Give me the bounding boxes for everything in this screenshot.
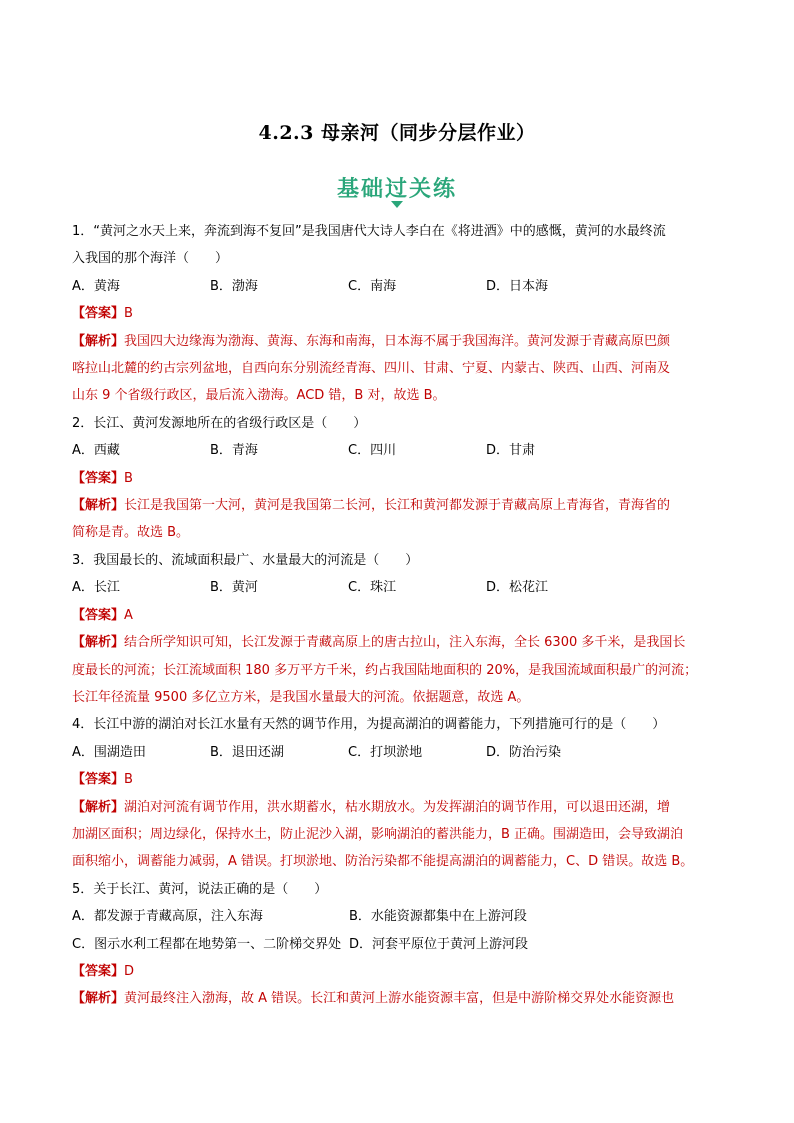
option: C．南海	[348, 278, 397, 294]
analysis-tag: 【解析】	[72, 498, 125, 514]
analysis-line	[72, 794, 724, 821]
analysis-line	[72, 492, 724, 519]
analysis-line	[72, 328, 724, 355]
analysis-line	[72, 657, 724, 684]
analysis-text: 简称是青。故选 B。	[72, 525, 190, 541]
option: C．图示水利工程都在地势第一、二阶梯交界处	[72, 936, 342, 952]
answer-value: B	[124, 470, 133, 486]
question-stem: 入我国的那个海洋（ ）	[72, 251, 229, 267]
answer-line	[72, 766, 724, 793]
question-stem: 5．关于长江、黄河，说法正确的是（ ）	[72, 881, 328, 897]
option: A．都发源于青藏高原，注入东海	[72, 909, 263, 925]
analysis-line	[72, 985, 724, 1012]
answer-tag: 【答案】	[72, 306, 125, 322]
answer-value: B	[124, 306, 133, 322]
option: B．青海	[210, 443, 258, 459]
answer-tag: 【答案】	[72, 963, 125, 979]
options-row	[72, 931, 724, 958]
analysis-text: 长江年径流量 9500 多亿立方米，是我国水量最大的河流。依据题意，故选 A。	[72, 689, 530, 705]
option: A．黄海	[72, 278, 120, 294]
answer-tag: 【答案】	[72, 470, 125, 486]
option: D．防治污染	[486, 744, 562, 760]
analysis-text: 黄河最终注入渤海，故 A 错误。长江和黄河上游水能资源丰富，但是中游阶梯交界处水能资源也	[124, 991, 675, 1007]
question-block	[72, 711, 724, 875]
analysis-text: 山东 9 个省级行政区，最后流入渤海。ACD 错，B 对，故选 B。	[72, 388, 446, 404]
question-block	[72, 547, 724, 711]
answer-tag: 【答案】	[72, 607, 125, 623]
question-stem: 3．我国最长的、流域面积最广、水量最大的河流是（ ）	[72, 552, 419, 568]
section-heading: 基础过关练	[336, 177, 457, 202]
option: B．退田还湖	[210, 744, 284, 760]
analysis-text: 长江是我国第一大河，黄河是我国第二长河，长江和黄河都发源于青藏高原上青海省，青海省的	[124, 498, 671, 514]
answer-value: D	[124, 963, 135, 979]
option: A．长江	[72, 580, 120, 596]
options-row	[72, 437, 724, 464]
analysis-text: 结合所学知识可知，长江发源于青藏高原上的唐古拉山，注入东海，全长 6300 多千米，是我国长	[124, 635, 686, 651]
analysis-text: 湖泊对河流有调节作用，洪水期蓄水，枯水期放水。为发挥湖泊的调节作用，可以退田还湖，增	[124, 799, 671, 815]
analysis-tag: 【解析】	[72, 333, 125, 349]
option: C．打坝淤地	[348, 744, 423, 760]
answer-line	[72, 958, 724, 985]
answer-line	[72, 602, 724, 629]
option: A．围湖造田	[72, 744, 146, 760]
option: C．珠江	[348, 580, 397, 596]
triangle-marker-icon	[391, 201, 403, 208]
options-row	[72, 739, 724, 766]
question-block	[72, 876, 724, 1013]
option: D．河套平原位于黄河上游河段	[349, 936, 529, 952]
analysis-line	[72, 821, 724, 848]
analysis-tag: 【解析】	[72, 991, 125, 1007]
options-row	[72, 574, 724, 601]
option: D．甘肃	[486, 443, 536, 459]
answer-value: B	[124, 772, 133, 788]
option: B．水能资源都集中在上游河段	[349, 909, 527, 925]
answer-value: A	[124, 607, 133, 623]
analysis-line	[72, 519, 724, 546]
analysis-text: 面积缩小，调蓄能力减弱，A 错误。打坝淤地、防治污染都不能提高湖泊的调蓄能力，C、D 错误。故选 B。	[72, 854, 694, 870]
option: B．黄河	[210, 580, 258, 596]
analysis-line	[72, 355, 724, 382]
option: D．日本海	[486, 278, 549, 294]
page-title: 4.2.3 母亲河（同步分层作业）	[258, 122, 536, 144]
analysis-line	[72, 382, 724, 409]
analysis-tag: 【解析】	[72, 799, 125, 815]
question-stem: 2．长江、黄河发源地所在的省级行政区是（ ）	[72, 415, 367, 431]
options-row	[72, 903, 724, 930]
analysis-tag: 【解析】	[72, 635, 125, 651]
analysis-text: 喀拉山北麓的约古宗列盆地，自西向东分别流经青海、四川、甘肃、宁夏、内蒙古、陕西、山西、河南及	[72, 361, 671, 377]
answer-line	[72, 465, 724, 492]
analysis-line	[72, 848, 724, 875]
options-row	[72, 273, 724, 300]
analysis-text: 度最长的河流；长江流域面积 180 多万平方千米，约占我国陆地面积的 20%，是我国流域面积最广的河流；	[72, 662, 698, 678]
question-block	[72, 410, 724, 547]
option: B．渤海	[210, 278, 258, 294]
question-stem: 4．长江中游的湖泊对长江水量有天然的调节作用，为提高湖泊的调蓄能力，下列措施可行的是（ ）	[72, 717, 666, 733]
question-stem: 1．“黄河之水天上来，奔流到海不复回”是我国唐代大诗人李白在《将进酒》中的感慨，黄河的水最终流	[72, 224, 666, 239]
question-list	[72, 218, 724, 1013]
analysis-line	[72, 684, 724, 711]
option: A．西藏	[72, 443, 120, 459]
option: C．四川	[348, 443, 397, 459]
question-block	[72, 218, 724, 410]
analysis-text: 加湖区面积；周边绿化，保持水土，防止泥沙入湖，影响湖泊的蓄洪能力，B 正确。围湖造田，会导致湖泊	[72, 826, 684, 842]
answer-tag: 【答案】	[72, 772, 125, 788]
analysis-line	[72, 629, 724, 656]
answer-line	[72, 300, 724, 327]
option: D．松花江	[486, 580, 549, 596]
analysis-text: 我国四大边缘海为渤海、黄海、东海和南海，日本海不属于我国海洋。黄河发源于青藏高原巴颜	[124, 333, 671, 349]
